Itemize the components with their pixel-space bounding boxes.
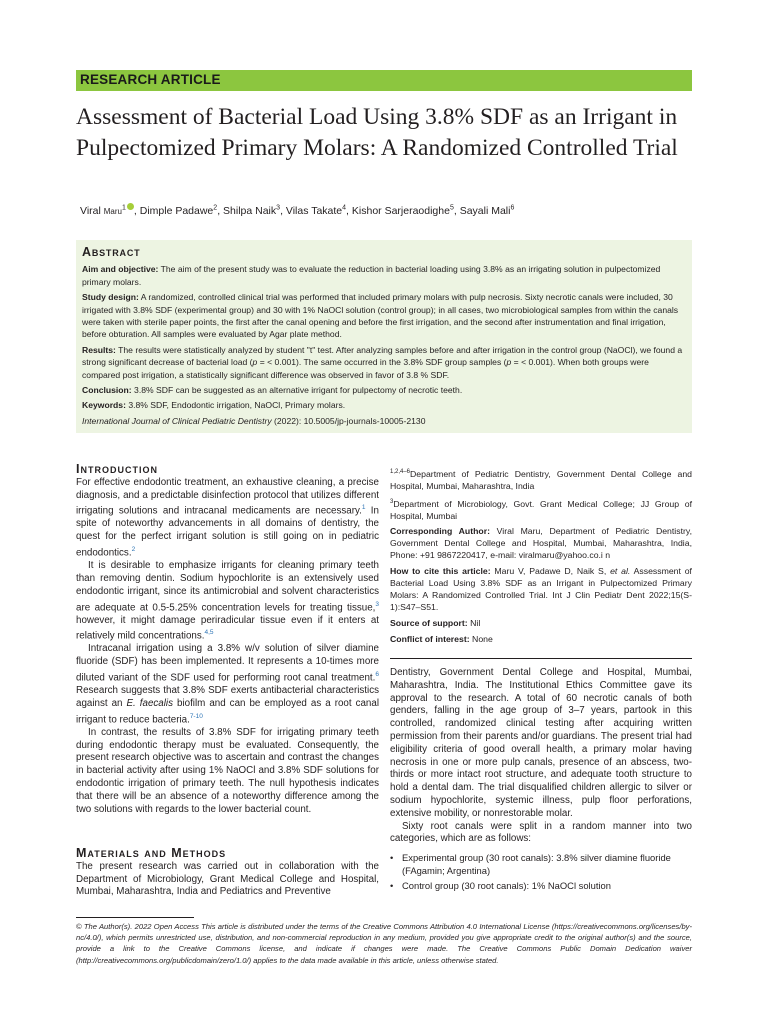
intro-paragraph xyxy=(76,477,379,560)
methods-section xyxy=(76,847,379,899)
article-title: Assessment of Bacterial Load Using 3.8% SDF as an Irrigant in Pulpectomized Primary Molars: A Randomized Controlled Trial xyxy=(76,104,678,161)
intro-text: however, it might damage periradicular tissue even if it enters at relatively mild concentrations. xyxy=(76,614,379,642)
article-type-banner xyxy=(76,70,692,91)
journal-name: International Journal of Clinical Pediatric Dentistry xyxy=(82,415,272,426)
list-item: • Experimental group (30 root canals): 3.8% silver diamine fluoride (FAgamin; Argentina) xyxy=(390,852,692,878)
how-to-cite-text: Maru V, Padawe D, Naik S, xyxy=(490,566,611,577)
affiliations-block xyxy=(390,467,692,650)
abstract-aim-label: Aim and objective: xyxy=(82,264,159,275)
author-sup: 6 xyxy=(510,204,515,212)
citation-ref[interactable]: 7-10 xyxy=(189,712,203,720)
introduction-section xyxy=(76,463,379,816)
author-list: Viral Maru$^1$ , Dimple Padawe$^2$, Shilpa Naik$^3$, Vilas Takate$^4$, Kishor Sarjeraodighe$^5$, Sayali Mali$^6$ xyxy=(80,204,515,217)
license-footer: © The Author(s). 2022 Open Access This article is distributed under the terms of the Creative Commons Attribution 4.0 International License (https://creativecommons.org/licenses/by-nc/4.0/), which permits unrestricted use, distribution, and non-commercial reproduction in any medium, provided you give appropriate credit to the original author(s) and the source, provide a link to the Creative Commons license, and indicate if changes were made. The Creative Commons Public Domain Dedication waiver (http://creativecommons.org/publicdomain/zero/1.0/) applies to the data made available in this article, unless otherwise stated. xyxy=(76,922,692,965)
citation-ref[interactable]: 2 xyxy=(131,546,136,554)
abstract-keywords-text: 3.8% SDF, Endodontic irrigation, NaOCl, Primary molars. xyxy=(125,400,346,411)
affiliation-text: Department of Microbiology, Govt. Grant Medical College; JJ Group of Hospital, Mumbai xyxy=(390,498,692,521)
methods-paragraph: The present research was carried out in collaboration with the Department of Microbiology, Grant Medical College and Hospital, Mumbai, Maharashtra, India and Pediatrics and Preventive xyxy=(76,860,379,898)
intro-paragraph xyxy=(76,560,379,643)
methods-paragraph: Dentistry, Government Dental College and Hospital, Mumbai, Maharashtra, India. The Institutional Ethics Committee gave its approval to the research. A total of 60 necrotic canals of both genders, falling in the age group of 3–7 years, partook in this controlled, randomized clinical testing after acquiring written permission from their parents and/or guardians. The present trial had eligibility criteria of good overall health, a primary molar having necrosis in one or more pulp canals, presence of an abscess, two-thirds or more intact root structure, and adequate tooth structure to hold a dental dam. The trial disqualified children allergic to silver or sodium hypochlorite, systemic illness, pulp floor perforations, extensive mobility, or nonrestorable molar. xyxy=(390,667,692,819)
citation-ref[interactable]: 1 xyxy=(361,504,366,512)
author-name: Sayali Mali xyxy=(459,205,511,217)
how-to-cite-etal: et al. xyxy=(610,566,631,577)
conflict-of-interest-label: Conflict of interest: xyxy=(390,633,470,644)
intro-paragraph xyxy=(76,643,379,726)
citation-ref[interactable]: 3 xyxy=(375,600,379,608)
methods-heading: Materials and Methods xyxy=(76,846,227,860)
species-name: E. faecalis xyxy=(126,697,173,709)
abstract-box xyxy=(76,240,692,433)
article-type-label: RESEARCH ARTICLE xyxy=(80,72,221,87)
citation-ref[interactable]: 4,5 xyxy=(204,629,214,637)
author-sup: 1 xyxy=(121,204,126,212)
abstract-keywords-label: Keywords: xyxy=(82,400,126,411)
list-item: • Control group (30 root canals): 1% NaOCl solution xyxy=(390,880,692,893)
source-of-support xyxy=(390,618,692,630)
how-to-cite xyxy=(390,566,692,614)
corresponding-author xyxy=(390,526,692,562)
corresponding-author-text: Viral Maru, Department of Pediatric Dentistry, Government Dental College and Hospital, Mumbai, Maharashtra, India, Phone: +91 9867220417, e-mail: viralmaru@yahoo.co.i n xyxy=(390,526,692,561)
abstract-design-label: Study design: xyxy=(82,292,139,303)
abstract-results-text: = < 0.001). The same occurred in the 3.8% SDF group samples ( xyxy=(257,357,507,368)
intro-text: It is desirable to emphasize irrigants for cleaning primary teeth than removing dentin. Sodium hypochlorite is an extensively used endodontic irrigant, since its antimicrobial and solvent characteristics are adequate at 0.5-5.25% concentration levels for treating tissue, xyxy=(76,560,379,613)
doi-text: (2022): 10.5005/jp-journals-10005-2130 xyxy=(271,415,426,426)
intro-text: In spite of noteworthy advancements in all domains of dentistry, the quest for the perfect irrigant solution is still going on in pediatric endodontics. xyxy=(76,505,379,559)
intro-text: For effective endodontic treatment, an exhaustive cleaning, a precise diagnosis, and a predictable disinfection protocol that utilizes different irrigating solutions and intracanal medicaments are necessary. xyxy=(76,476,379,517)
author-name: Shilpa Naik xyxy=(223,205,277,217)
intro-text: Research suggests that 3.8% SDF exerts antibacterial characteristics against an xyxy=(76,685,379,709)
p-value-symbol: p xyxy=(506,357,512,368)
abstract-results-text: = < 0.001). When both groups were compared post irrigation, a statistically significant difference was observed in favor of 3.8 % SDF. xyxy=(82,357,649,380)
citation-ref[interactable]: 6 xyxy=(375,671,379,679)
author-sup: 2 xyxy=(213,204,218,212)
abstract-design xyxy=(82,291,686,341)
methods-paragraph: Sixty root canals were split in a random manner into two categories, which are as follows: xyxy=(390,820,692,845)
affiliation-sup: 1,2,4–6 xyxy=(390,469,411,475)
author-first-name: Viral xyxy=(80,205,101,217)
source-of-support-text: Nil xyxy=(467,617,481,628)
author-sup: 4 xyxy=(342,204,347,212)
author-name: Dimple Padawe xyxy=(139,205,214,217)
abstract-results xyxy=(82,344,686,381)
abstract-citation xyxy=(82,415,686,427)
footer-rule xyxy=(76,917,194,918)
author-last-name: Maru xyxy=(103,207,122,216)
group-list xyxy=(390,852,692,892)
p-value-symbol: p xyxy=(252,357,258,368)
abstract-results-label: Results: xyxy=(82,344,116,355)
author-name: Vilas Takate xyxy=(285,205,343,217)
how-to-cite-label: How to cite this article: xyxy=(390,566,491,577)
abstract-aim xyxy=(82,263,686,288)
abstract-keywords xyxy=(82,399,686,411)
intro-text: Intracanal irrigation using a 3.8% w/v solution of silver diamine fluoride (SDF) has been implemented. It represents a 10-times more diluted variant of the SDF used for performing root canal treatment. xyxy=(76,643,379,684)
author-name: Kishor Sarjeraodighe xyxy=(351,205,450,217)
corresponding-author-label: Corresponding Author: xyxy=(390,526,490,537)
source-of-support-label: Source of support: xyxy=(390,617,468,628)
abstract-conclusion xyxy=(82,384,686,396)
abstract-heading: Abstract xyxy=(82,245,141,259)
abstract-conclusion-text: 3.8% SDF can be suggested as an alternative irrigant for pulpectomy of necrotic teeth. xyxy=(131,385,463,396)
methods-continued xyxy=(390,667,692,895)
column-divider xyxy=(390,658,692,659)
how-to-cite-text: Assessment of Bacterial Load Using 3.8% SDF as an Irrigant in Pulpectomized Primary Molars: A Randomized Controlled Trial. Int J Clin Pediatr Dent 2022;15(S-1):S47–S51. xyxy=(390,566,692,612)
abstract-aim-text: The aim of the present study was to evaluate the reduction in bacterial loading using 3.8% as an irrigating solution in pulpectomized primary molars. xyxy=(82,264,661,287)
orcid-icon[interactable] xyxy=(127,203,134,210)
abstract-conclusion-label: Conclusion: xyxy=(82,385,132,396)
affiliation-sup: 3 xyxy=(390,498,394,505)
affiliation-text: Department of Pediatric Dentistry, Government Dental College and Hospital, Mumbai, Maharashtra, India xyxy=(390,468,692,491)
introduction-heading: Introduction xyxy=(76,462,158,476)
conflict-of-interest xyxy=(390,634,692,646)
intro-paragraph: In contrast, the results of 3.8% SDF for irrigating primary teeth during endodontic therapy must be evaluated. Consequently, the present research objective was to ascertain and contrast the changes in bacterial activity after using 1% NaOCl and 3.8% SDF solutions for endodontic irrigation of primary teeth. The null hypothesis indicates that there will be an absence of a noteworthy difference among the two solutions with regards to the lower bacterial count. xyxy=(76,726,379,815)
conflict-of-interest-text: None xyxy=(469,633,493,644)
author-sup: 3 xyxy=(276,204,281,212)
abstract-results-text: The results were statistically analyzed by student "t" test. After analyzing samples before and after irrigation in the control group (NaOCl), we found a strong significant decrease of bacterial load ( xyxy=(82,344,683,368)
affiliation xyxy=(390,497,692,523)
author-sup: 5 xyxy=(449,204,454,212)
affiliation xyxy=(390,467,692,493)
intro-text: biofilm and can be employed as a root canal irrigant to reduce bacteria. xyxy=(76,697,379,725)
abstract-design-text: A randomized, controlled clinical trial was performed that included primary molars with pulp necrosis. Sixty necrotic canals were included, 30 irrigated with 3.8% SDF (experimental group) and 30 with 1% NaOCl solution (control group); in all cases, two microbiological samples from within the canals were taken with sterile paper points, the first after the canal opening and before the first irrigation, and the second after instrumentation and final irrigation, before obturation. All samples were evaluated by Agar plate method. xyxy=(82,292,679,340)
